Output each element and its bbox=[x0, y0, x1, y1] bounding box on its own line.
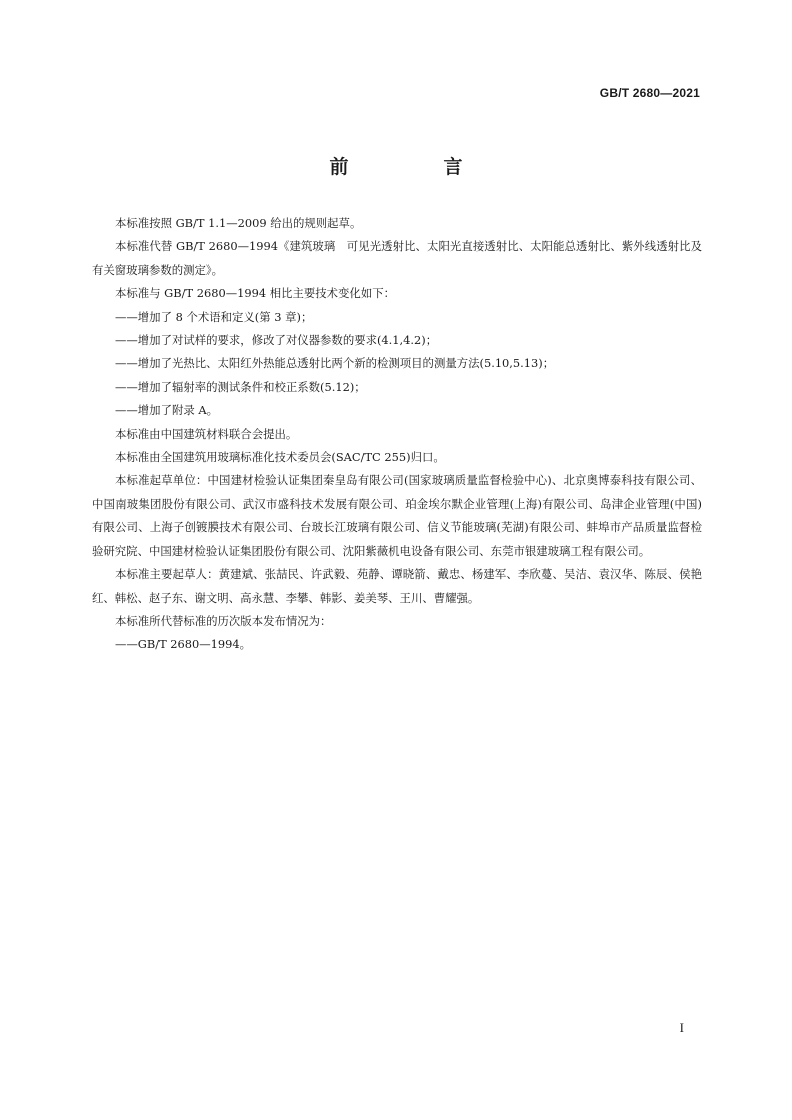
paragraph-changes-intro: 本标准与 GB/T 2680—1994 相比主要技术变化如下： bbox=[115, 286, 395, 301]
paragraph-proposed-by: 本标准由中国建筑材料联合会提出。 bbox=[115, 426, 298, 441]
list-item-change: ——增加了 8 个术语和定义(第 3 章)； bbox=[115, 309, 313, 324]
list-item-change: ——增加了光热比、太阳红外热能总透射比两个新的检测项目的测量方法(5.10,5.13)； bbox=[115, 356, 555, 371]
standard-code: GB/T 2680—2021 bbox=[599, 86, 700, 100]
paragraph-previous-editions: 本标准所代替标准的历次版本发布情况为： bbox=[115, 613, 332, 628]
paragraph-drafters: 本标准主要起草人：黄建斌、张喆民、许武毅、苑静、谭晓箭、戴忠、杨建军、李欣蔓、吴洁、袁汉华、陈辰、侯艳红、韩松、赵子东、谢文明、高永慧、李攀、韩影、姜美琴、王川、曹耀强。 bbox=[92, 567, 702, 605]
page-number: I bbox=[679, 1020, 684, 1035]
foreword-body bbox=[92, 212, 702, 657]
page-title: 前 言 bbox=[329, 156, 501, 178]
list-item-change: ——增加了辐射率的测试条件和校正系数(5.12)； bbox=[115, 379, 366, 394]
paragraph-drafting-rules: 本标准按照 GB/T 1.1—2009 给出的规则起草。 bbox=[115, 216, 362, 230]
paragraph-drafting-units: 本标准起草单位：中国建材检验认证集团秦皇岛有限公司(国家玻璃质量监督检验中心)、北京奥博泰科技有限公司、中国南玻集团股份有限公司、武汉市盛科技术发展有限公司、珀金埃尔默企业管理(上海)有限公司、岛津企业管理(中国)有限公司、上海子创镀膜技术有限公司、台玻长江玻璃有限公司、信义节能玻璃(芜湖)有限公司、蚌埠市产品质量监督检验研究院、中国建材检验认证集团股份有限公司、沈阳紫薇机电设备有限公司、东莞市银建玻璃工程有限公司。 bbox=[92, 473, 702, 558]
paragraph-replaces: 本标准代替 GB/T 2680—1994《建筑玻璃 可见光透射比、太阳光直接透射比、太阳能总透射比、紫外线透射比及有关窗玻璃参数的测定》。 bbox=[92, 239, 702, 277]
list-item-change: ——增加了对试样的要求，修改了对仪器参数的要求(4.1,4.2)； bbox=[115, 333, 438, 348]
paragraph-under-jurisdiction: 本标准由全国建筑用玻璃标准化技术委员会(SAC/TC 255)归口。 bbox=[115, 450, 445, 465]
list-item-previous-edition: ——GB/T 2680—1994。 bbox=[115, 637, 252, 652]
list-item-change: ——增加了附录 A。 bbox=[115, 403, 218, 418]
